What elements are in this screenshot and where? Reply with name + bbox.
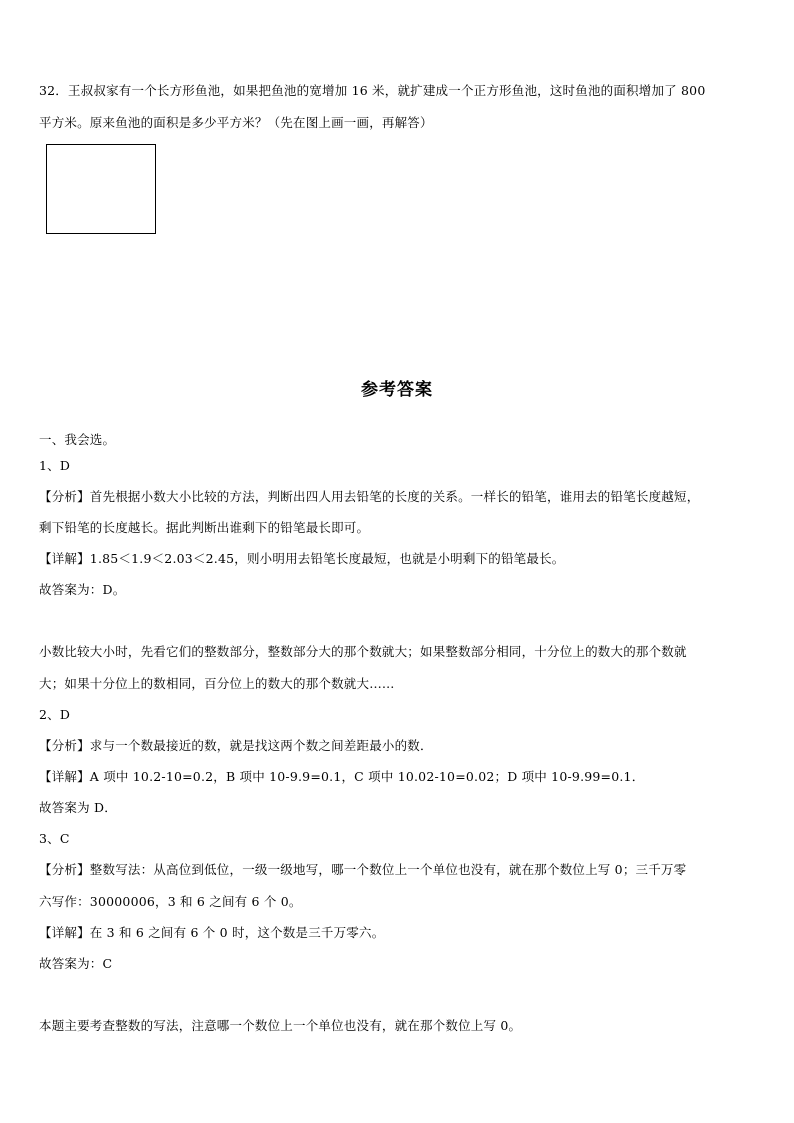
answer-3-note: 本题主要考查整数的写法，注意哪一个数位上一个单位也没有，就在那个数位上写 0。 xyxy=(39,1018,522,1033)
question-32-line-2: 平方米。原来鱼池的面积是多少平方米？（先在图上画一画，再解答） xyxy=(39,115,433,130)
answer-2-detail: 【详解】A 项中 10.2-10=0.2，B 项中 10-9.9=0.1，C 项中 10.02-10=0.02；D 项中 10-9.99=0.1． xyxy=(39,769,645,784)
answer-1-note-line-2: 大；如果十分位上的数相同，百分位上的数大的那个数就大…… xyxy=(39,676,395,691)
answer-3-analysis-line-1: 【分析】整数写法：从高位到低位，一级一级地写，哪一个数位上一个单位也没有，就在那个数位上写 0；三千万零 xyxy=(39,862,687,877)
answer-3-label: 3、C xyxy=(39,831,70,846)
drawing-box xyxy=(46,144,156,234)
answer-1-detail: 【详解】1.85＜1.9＜2.03＜2.45，则小明用去铅笔长度最短，也就是小明剩下的铅笔最长。 xyxy=(39,551,565,566)
answer-1-label: 1、D xyxy=(39,458,71,473)
answer-1-note-line-1: 小数比较大小时，先看它们的整数部分，整数部分大的那个数就大；如果整数部分相同，十分位上的数大的那个数就 xyxy=(39,644,687,659)
answer-3-result: 故答案为：C xyxy=(39,956,113,971)
answer-2-analysis: 【分析】求与一个数最接近的数，就是找这两个数之间差距最小的数． xyxy=(39,738,433,753)
answer-2-result: 故答案为 D． xyxy=(39,800,117,815)
answer-1-analysis-line-1: 【分析】首先根据小数大小比较的方法，判断出四人用去铅笔的长度的关系。一样长的铅笔，谁用去的铅笔长度越短， xyxy=(39,489,700,504)
answer-1-analysis-line-2: 剩下铅笔的长度越长。据此判断出谁剩下的铅笔最长即可。 xyxy=(39,520,370,535)
section-1-heading: 一、我会选。 xyxy=(39,432,116,447)
answer-1-result: 故答案为：D。 xyxy=(39,582,126,597)
answer-2-label: 2、D xyxy=(39,707,71,722)
answer-3-analysis-line-2: 六写作：30000006，3 和 6 之间有 6 个 0。 xyxy=(39,894,302,909)
answer-3-detail: 【详解】在 3 和 6 之间有 6 个 0 时，这个数是三千万零六。 xyxy=(39,925,385,940)
question-32-line-1: 32．王叔叔家有一个长方形鱼池，如果把鱼池的宽增加 16 米，就扩建成一个正方形鱼池，这时鱼池的面积增加了 800 xyxy=(39,83,706,98)
answers-title: 参考答案 xyxy=(361,380,433,400)
